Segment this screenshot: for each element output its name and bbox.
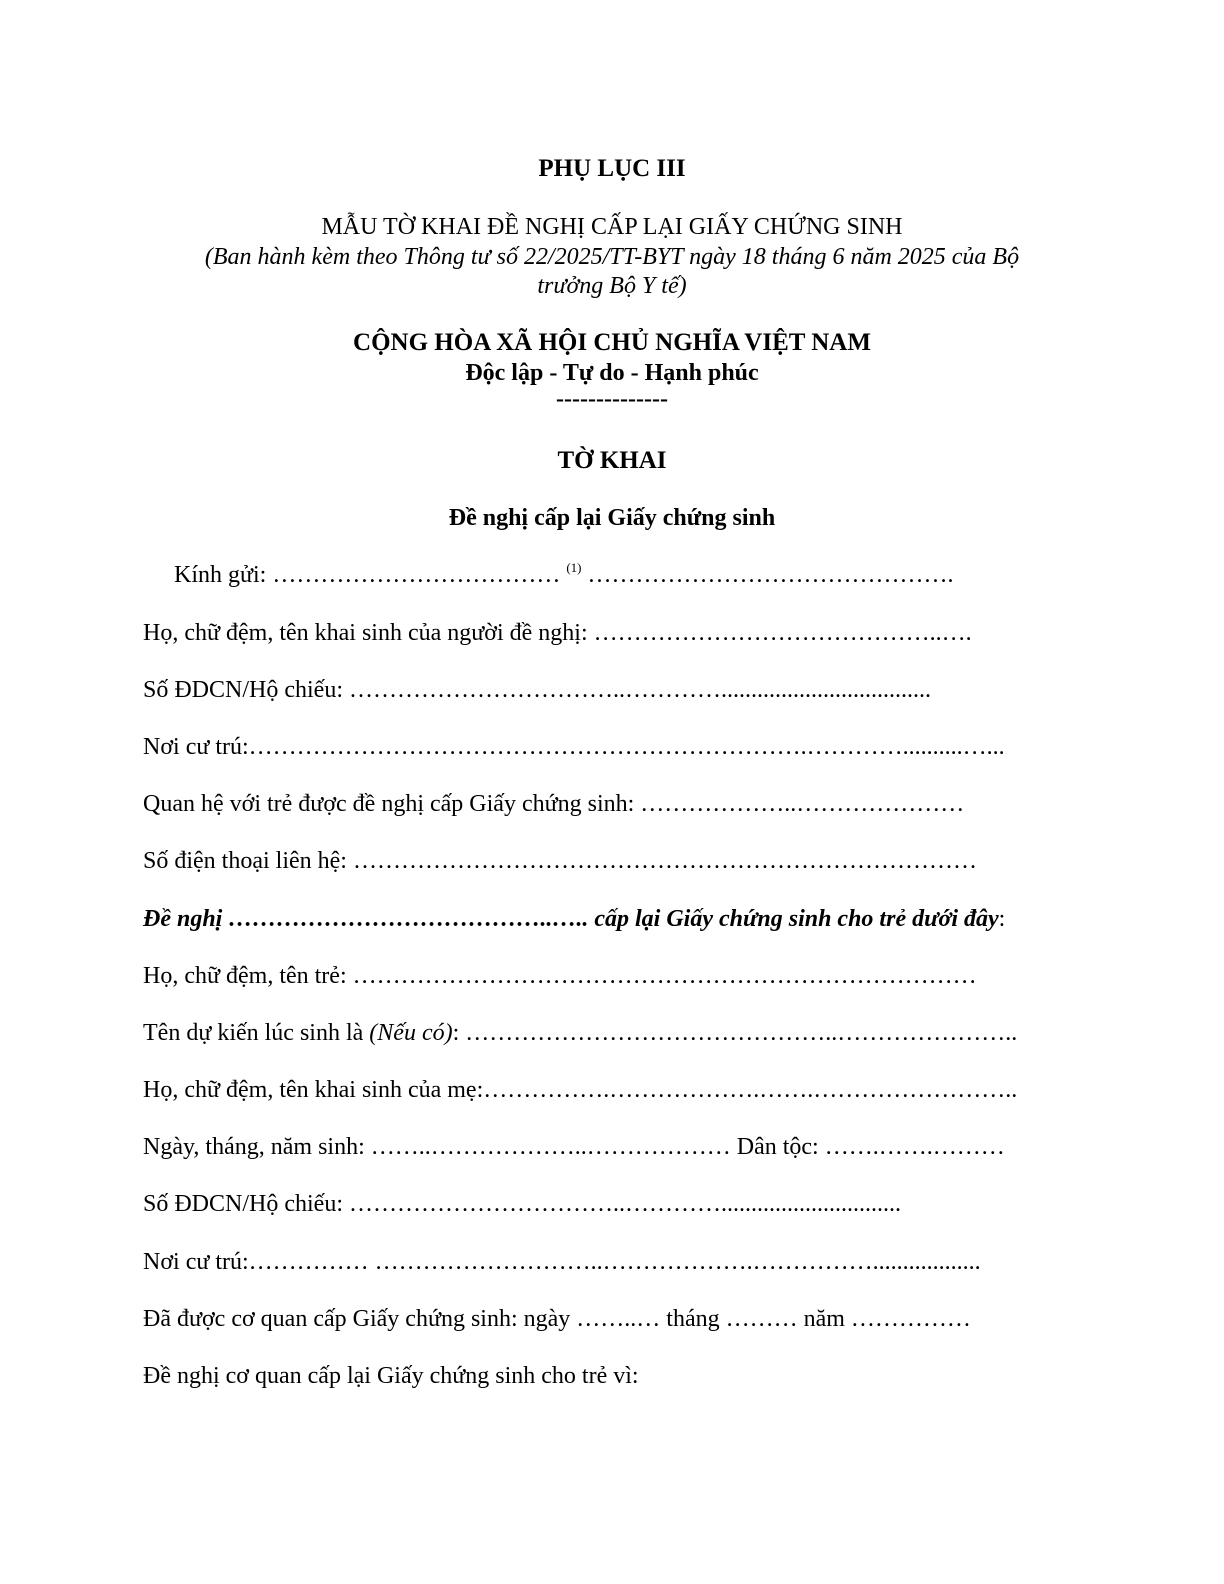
applicant-name-field: Họ, chữ đệm, tên khai sinh của người đề nghị: ……………………………………..…. — [143, 620, 972, 646]
expected-name-prefix: Tên dự kiến lúc sinh là — [143, 1020, 370, 1046]
reason-field: Đề nghị cơ quan cấp lại Giấy chứng sinh cho trẻ vì: — [143, 1363, 639, 1389]
expected-name-line — [143, 1018, 1017, 1048]
mother-name-field: Họ, chữ đệm, tên khai sinh của mẹ:…………….……………….…….…………………….. — [143, 1077, 1018, 1103]
phone-field: Số điện thoại liên hệ: …………………………………………………………………… — [143, 848, 977, 874]
applicant-residence-field: Nơi cư trú:…………………………………………………………….…………..........…... — [143, 734, 1005, 760]
issued-note-line2: trưởng Bộ Y tế) — [537, 273, 687, 299]
footnote-marker: (1) — [566, 560, 582, 575]
request-line — [143, 904, 1005, 934]
applicant-id-field: Số ĐDCN/Hộ chiếu: ……………………………..…………................................... — [143, 677, 931, 703]
issued-note-line1: (Ban hành kèm theo Thông tư số 22/2025/TT-BYT ngày 18 tháng 6 năm 2025 của Bộ — [204, 244, 1020, 270]
appendix-title: PHỤ LỤC III — [538, 155, 686, 182]
to-line — [174, 560, 954, 590]
request-suffix: cấp lại Giấy chứng sinh cho trẻ dưới đây — [594, 906, 999, 932]
child-name-field: Họ, chữ đệm, tên trẻ: …………………………………………………………………… — [143, 963, 977, 989]
to-label: Kính gửi: ……………………………… — [174, 562, 561, 588]
issued-date-field: Đã được cơ quan cấp Giấy chứng sinh: ngày ……..… tháng ……… năm …………… — [143, 1306, 971, 1332]
mother-residence-field: Nơi cư trú:…………… ………………………..……………….…………….................. — [143, 1249, 981, 1275]
relation-field: Quan hệ với trẻ được đề nghị cấp Giấy chứng sinh: ………………..………………… — [143, 791, 965, 817]
request-prefix: Đề nghị — [143, 906, 223, 932]
mother-id-field: Số ĐDCN/Hộ chiếu: ……………………………..………….............................. — [143, 1191, 901, 1217]
doc-subtitle: Đề nghị cấp lại Giấy chứng sinh — [448, 505, 776, 531]
separator: -------------- — [556, 386, 668, 412]
request-colon: : — [998, 906, 1006, 932]
form-title: MẪU TỜ KHAI ĐỀ NGHỊ CẤP LẠI GIẤY CHỨNG SINH — [321, 214, 903, 240]
motto: Độc lập - Tự do - Hạnh phúc — [465, 360, 759, 386]
dob-ethnicity-field: Ngày, tháng, năm sinh: ……..………………..……………… Dân tộc: …….…….……… — [143, 1134, 1005, 1160]
expected-name-optional: (Nếu có) — [369, 1020, 453, 1046]
doc-title: TỜ KHAI — [557, 447, 667, 474]
request-dots: …………………………………..….. — [222, 906, 595, 932]
to-tail: ………………………………………. — [587, 562, 954, 588]
country-name: CỘNG HÒA XÃ HỘI CHỦ NGHĨA VIỆT NAM — [353, 329, 871, 356]
expected-name-suffix: : ………………………………………..………………….. — [452, 1020, 1018, 1046]
